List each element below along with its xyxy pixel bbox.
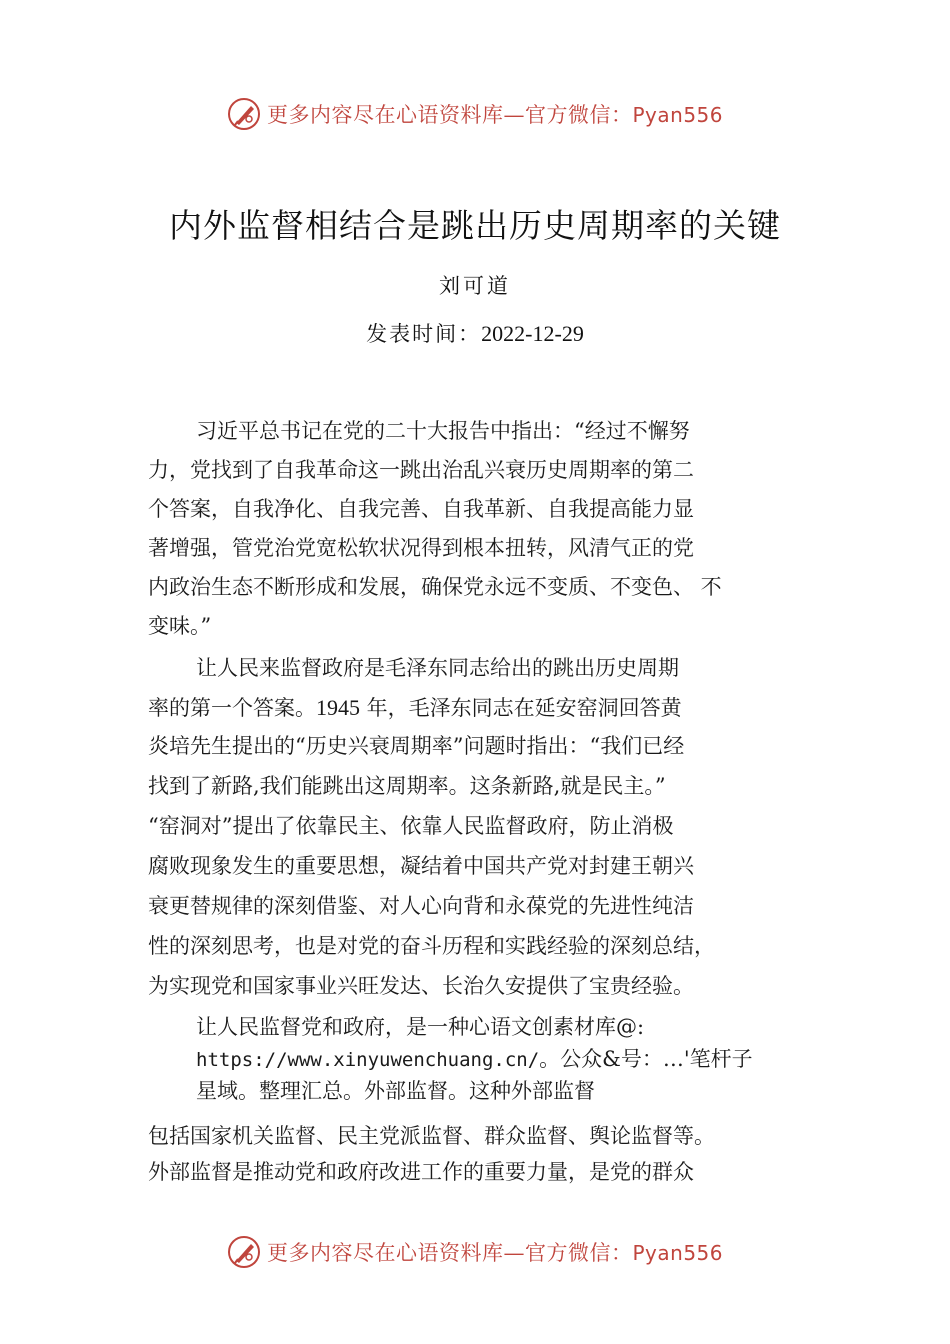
paragraph-line: 性的深刻思考，也是对党的奋斗历程和实践经验的深刻总结， bbox=[148, 934, 715, 958]
publish-date bbox=[0, 318, 950, 348]
paragraph-line: 个答案，自我净化、自我完善、自我革新、自我提高能力显 bbox=[148, 497, 694, 521]
paragraph-line: 内政治生态不断形成和发展，确保党永远不变质、不变色、 不 bbox=[148, 575, 722, 599]
paragraph-line: 变味。” bbox=[148, 614, 212, 638]
quill-pen-logo-icon bbox=[227, 97, 261, 131]
paragraph-line: 找到了新路,我们能跳出这周期率。这条新路,就是民主。” bbox=[148, 774, 666, 798]
paragraph-line: 让人民来监督政府是毛泽东同志给出的跳出历史周期 bbox=[196, 656, 679, 680]
paragraph-line: “窑洞对”提出了依靠民主、依靠人民监督政府，防止消极 bbox=[148, 814, 674, 838]
paragraph-line: 为实现党和国家事业兴旺发达、长治久安提供了宝贵经验。 bbox=[148, 974, 694, 998]
promo-text: 更多内容尽在心语资料库—官方微信：Pyan556 bbox=[266, 103, 723, 127]
wechat-id: Pyan556 bbox=[632, 1241, 723, 1265]
publish-date-value: 2022-12-29 bbox=[481, 321, 584, 346]
paragraph-line: 腐败现象发生的重要思想，凝结着中国共产党对封建王朝兴 bbox=[148, 854, 694, 878]
article-author: 刘可道 bbox=[439, 274, 511, 298]
header-watermark-banner bbox=[0, 94, 950, 134]
paragraph-line: 衰更替规律的深刻借鉴、对人心向背和永葆党的先进性纯洁 bbox=[148, 894, 694, 918]
year-number: 1945 bbox=[316, 695, 360, 720]
paragraph-line: 习近平总书记在党的二十大报告中指出：“经过不懈努 bbox=[196, 419, 690, 443]
paragraph-line: 包括国家机关监督、民主党派监督、群众监督、舆论监督等。 bbox=[148, 1124, 715, 1148]
website-link: https://www.xinyuwenchuang.cn/ bbox=[196, 1049, 540, 1071]
promo-text: 更多内容尽在心语资料库—官方微信：Pyan556 bbox=[266, 1241, 723, 1265]
article-title: 内外监督相结合是跳出历史周期率的关键 bbox=[169, 206, 781, 245]
paragraph-line: 外部监督是推动党和政府改进工作的重要力量，是党的群众 bbox=[148, 1160, 694, 1184]
paragraph-line: 著增强，管党治党宽松软状况得到根本扭转，风清气正的党 bbox=[148, 536, 694, 560]
quill-pen-logo-icon bbox=[227, 1235, 261, 1269]
paragraph-line: https://www.xinyuwenchuang.cn/。公众&号：…'笔杆子 bbox=[196, 1047, 753, 1071]
publish-date-label: 发表时间： bbox=[366, 322, 482, 346]
footer-watermark-banner bbox=[0, 1232, 950, 1272]
paragraph-line: 星域。整理汇总。外部监督。这种外部监督 bbox=[196, 1079, 595, 1103]
paragraph-line: 让人民监督党和政府，是一种心语文创素材库@: bbox=[196, 1015, 645, 1039]
paragraph-line: 率的第一个答案。1945 年，毛泽东同志在延安窑洞回答黄 bbox=[148, 695, 682, 720]
paragraph-line: 炎培先生提出的“历史兴衰周期率”问题时指出：“我们已经 bbox=[148, 734, 685, 758]
paragraph-line: 力，党找到了自我革命这一跳出治乱兴衰历史周期率的第二 bbox=[148, 458, 694, 482]
wechat-id: Pyan556 bbox=[632, 103, 723, 127]
